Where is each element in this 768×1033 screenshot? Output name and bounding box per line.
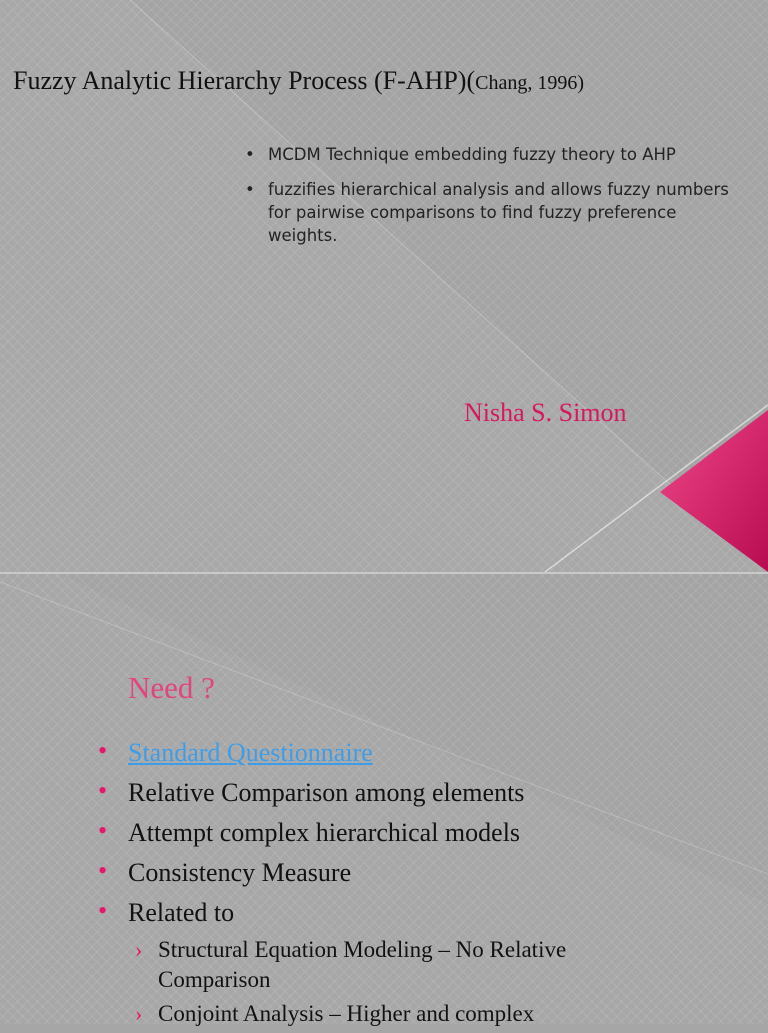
bullet-icon: • xyxy=(98,896,108,925)
author-name: Nisha S. Simon xyxy=(464,398,627,427)
title-citation: Chang, 1996) xyxy=(475,72,584,94)
slide-title xyxy=(13,66,584,96)
bullet-icon: • xyxy=(98,856,108,885)
sub-bullet-list xyxy=(135,935,678,1033)
list-item xyxy=(98,734,524,774)
sub-list-item xyxy=(135,999,678,1029)
title-main: Fuzzy Analytic Hierarchy Process (F-AHP)( xyxy=(13,66,476,95)
list-item xyxy=(98,854,524,894)
bullet-icon: • xyxy=(245,145,255,164)
chevron-right-icon: › xyxy=(135,1001,143,1026)
bullet-text: Attempt complex hierarchical models xyxy=(128,818,521,847)
list-item xyxy=(245,178,745,247)
list-item xyxy=(98,814,524,854)
bullet-icon: • xyxy=(98,776,108,805)
bullet-text: Related to xyxy=(128,898,235,927)
slide-2-heading: Need ? xyxy=(128,670,215,705)
list-item xyxy=(245,143,745,166)
slide-2-bullet-list xyxy=(98,734,524,934)
bullet-text: Consistency Measure xyxy=(128,858,352,887)
bullet-text: MCDM Technique embedding fuzzy theory to AHP xyxy=(268,145,676,164)
chevron-right-icon: › xyxy=(135,937,143,962)
bullet-text: Relative Comparison among elements xyxy=(128,778,525,807)
bullet-icon: • xyxy=(98,816,108,845)
bullet-text: fuzzifies hierarchical analysis and allows fuzzy numbers for pairwise comparisons to find fuzzy preference weights. xyxy=(268,180,729,245)
list-item xyxy=(98,894,524,934)
sub-list-item xyxy=(135,935,678,995)
slide-1-bullet-list xyxy=(245,143,745,259)
list-item xyxy=(98,774,524,814)
bullet-icon: • xyxy=(245,180,255,199)
sub-bullet-text: Conjoint Analysis – Higher and complex xyxy=(158,1001,535,1026)
sub-bullet-text: Structural Equation Modeling – No Relative Comparison xyxy=(158,937,567,992)
bullet-icon: • xyxy=(98,736,108,765)
standard-questionnaire-link[interactable]: Standard Questionnaire xyxy=(128,738,373,767)
